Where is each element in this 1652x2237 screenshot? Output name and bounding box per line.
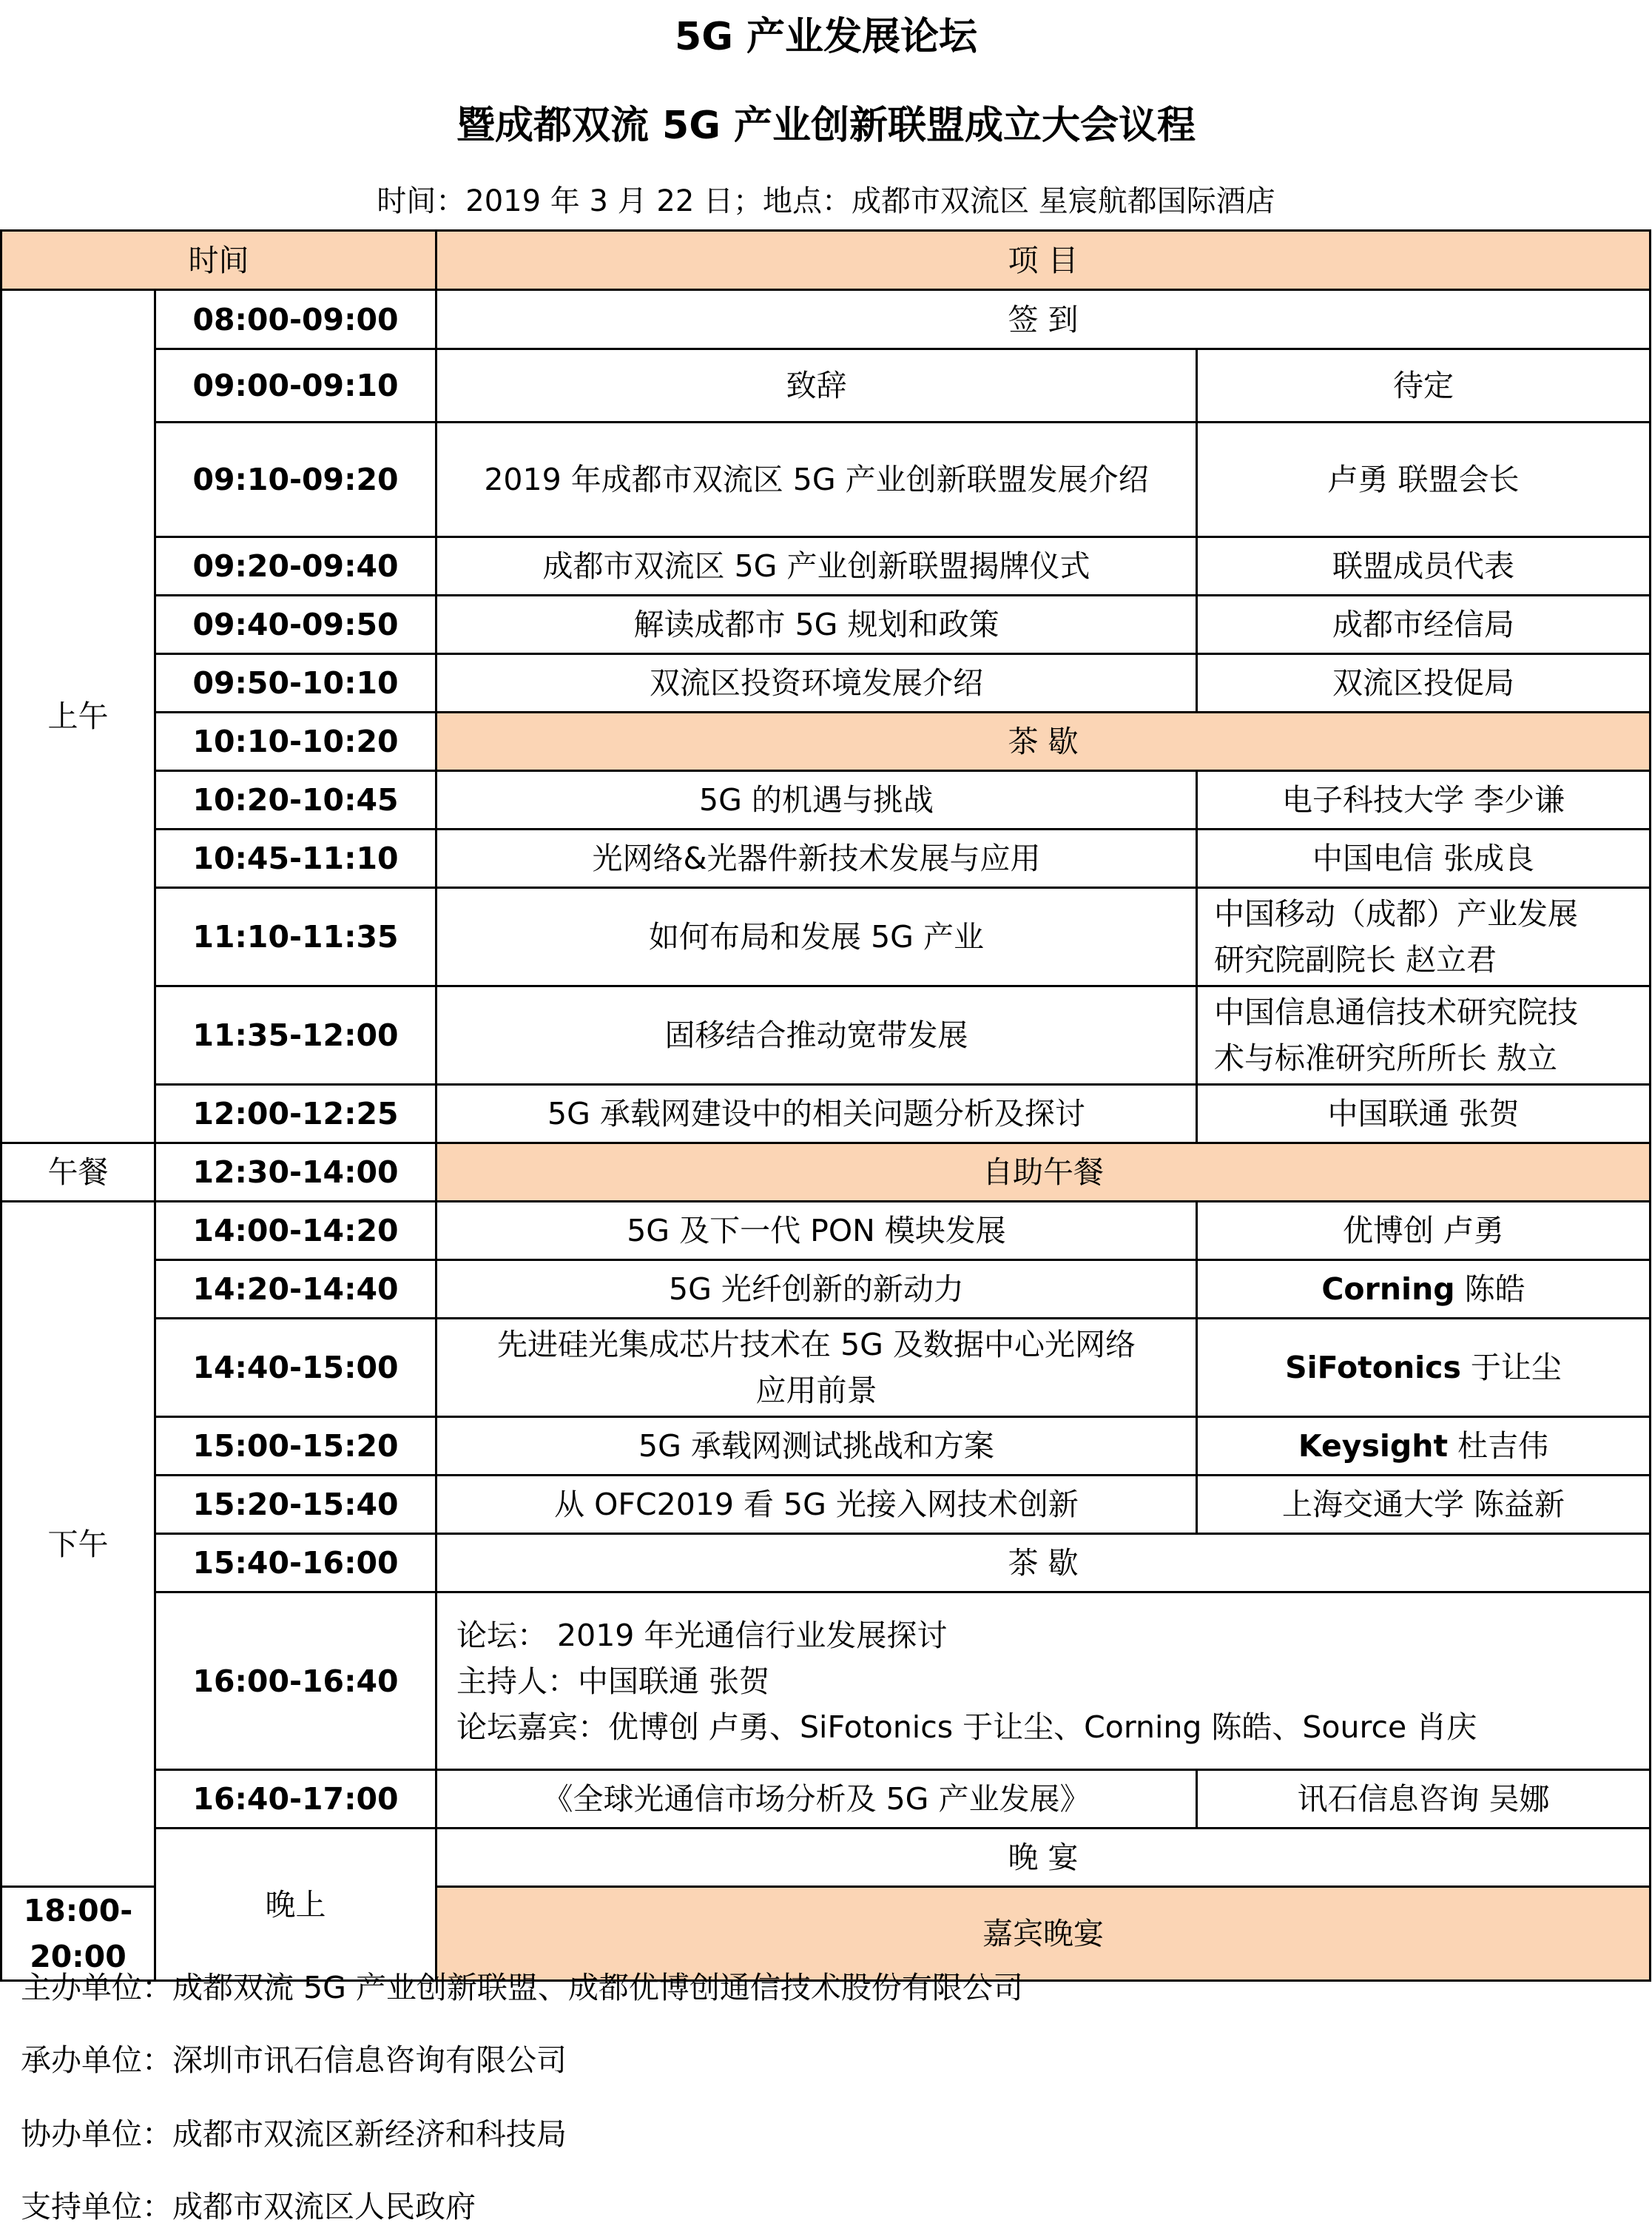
speaker-company: Keysight [1298,1428,1449,1464]
row-speaker: 上海交通大学 陈益新 [1197,1476,1651,1534]
row-time: 09:20-09:40 [155,537,436,596]
row-time: 09:50-10:10 [155,654,436,713]
table-row [1,1534,1651,1592]
row-time: 15:00-15:20 [155,1417,436,1476]
dinner-header: 晚 宴 [436,1829,1651,1887]
speaker-name: 于让尘 [1460,1350,1562,1385]
row-item: 双流区投资环境发展介绍 [436,654,1197,713]
page-subtitle-title: 暨成都双流 5G 产业创新联盟成立大会议程 [456,104,1196,148]
row-item: 5G 光纤创新的新动力 [436,1260,1197,1319]
tea-break: 茶 歇 [436,1534,1651,1592]
row-speaker: 优博创 卢勇 [1197,1202,1651,1260]
row-time: 09:00-09:10 [155,349,436,423]
row-time: 12:30-14:00 [155,1143,436,1202]
session-afternoon: 下午 [1,1202,155,1887]
supporter: 支持单位：成都市双流区人民政府 [21,2189,476,2224]
table-row [1,713,1651,771]
row-time: 11:10-11:35 [155,888,436,986]
table-row [1,1592,1651,1770]
table-row [1,349,1651,423]
speaker-company: SiFotonics [1285,1350,1461,1385]
row-time: 09:10-09:20 [155,423,436,537]
row-item: 签 到 [436,290,1651,349]
table-row [1,986,1651,1085]
row-speaker: 待定 [1197,349,1651,423]
table-row [1,596,1651,654]
row-speaker [1197,1260,1651,1319]
row-item: 致辞 [436,349,1197,423]
table-row [1,290,1651,349]
row-time: 12:00-12:25 [155,1085,436,1143]
row-speaker: 双流区投促局 [1197,654,1651,713]
row-speaker [1197,986,1651,1085]
page-title: 5G 产业发展论坛 [675,15,977,59]
item-line: 应用前景 [755,1373,877,1408]
row-item: 《全球光通信市场分析及 5G 产业发展》 [436,1770,1197,1829]
forum-host: 主持人：中国联通 张贺 [456,1663,770,1699]
table-row [1,1202,1651,1260]
table-row [1,1417,1651,1476]
row-time: 15:40-16:00 [155,1534,436,1592]
table-row [1,1319,1651,1417]
row-item: 解读成都市 5G 规划和政策 [436,596,1197,654]
row-item: 光网络&光器件新技术发展与应用 [436,830,1197,888]
row-time: 10:10-10:20 [155,713,436,771]
session-morning: 上午 [1,290,155,1143]
row-speaker: 中国联通 张贺 [1197,1085,1651,1143]
row-item: 5G 承载网建设中的相关问题分析及探讨 [436,1085,1197,1143]
row-time: 14:20-14:40 [155,1260,436,1319]
forum-topic: 论坛： 2019 年光通信行业发展探讨 [456,1617,948,1653]
row-time: 10:20-10:45 [155,771,436,830]
table-row [1,1476,1651,1534]
row-time: 14:00-14:20 [155,1202,436,1260]
table-row [1,771,1651,830]
forum-guests: 论坛嘉宾：优博创 卢勇、SiFotonics 于让尘、Corning 陈皓、Source 肖庆 [456,1709,1477,1745]
table-row [1,1829,1651,1887]
item-line: 先进硅光集成芯片技术在 5G 及数据中心光网络 [497,1327,1136,1362]
speaker-line: 中国信息通信技术研究院技 [1214,995,1578,1030]
row-speaker: 卢勇 联盟会长 [1197,423,1651,537]
row-time: 16:40-17:00 [155,1770,436,1829]
speaker-line: 研究院副院长 赵立君 [1214,942,1497,978]
row-speaker: 中国电信 张成良 [1197,830,1651,888]
row-time: 18:00-20:00 [1,1887,155,1981]
row-item: 成都市双流区 5G 产业创新联盟揭牌仪式 [436,537,1197,596]
host-organization: 主办单位：成都双流 5G 产业创新联盟、成都优博创通信技术股份有限公司 [21,1970,1023,2005]
row-item: 从 OFC2019 看 5G 光接入网技术创新 [436,1476,1197,1534]
row-speaker: 成都市经信局 [1197,596,1651,654]
row-speaker: 讯石信息咨询 吴娜 [1197,1770,1651,1829]
row-time: 09:40-09:50 [155,596,436,654]
row-speaker: 联盟成员代表 [1197,537,1651,596]
row-speaker [1197,888,1651,986]
row-item: 2019 年成都市双流区 5G 产业创新联盟发展介绍 [436,423,1197,537]
row-time: 15:20-15:40 [155,1476,436,1534]
row-item: 固移结合推动宽带发展 [436,986,1197,1085]
table-row [1,1770,1651,1829]
row-item: 5G 承载网测试挑战和方案 [436,1417,1197,1476]
session-lunch: 午餐 [1,1143,155,1202]
tea-break: 茶 歇 [436,713,1651,771]
event-time-location: 时间：2019 年 3 月 22 日；地点：成都市双流区 星宸航都国际酒店 [377,184,1275,218]
table-row [1,1085,1651,1143]
row-item: 如何布局和发展 5G 产业 [436,888,1197,986]
table-row [1,888,1651,986]
organizer: 承办单位：深圳市讯石信息咨询有限公司 [21,2042,567,2078]
speaker-line: 中国移动（成都）产业发展 [1214,896,1578,932]
row-item: 5G 的机遇与挑战 [436,771,1197,830]
speaker-name: 陈皓 [1454,1271,1525,1307]
co-organizer: 协办单位：成都市双流区新经济和科技局 [21,2116,567,2152]
row-speaker [1197,1319,1651,1417]
row-time: 10:45-11:10 [155,830,436,888]
table-row [1,537,1651,596]
row-speaker [1197,1417,1651,1476]
row-speaker: 电子科技大学 李少谦 [1197,771,1651,830]
table-row [1,654,1651,713]
row-time: 11:35-12:00 [155,986,436,1085]
table-row [1,423,1651,537]
row-time: 16:00-16:40 [155,1592,436,1770]
table-row [1,830,1651,888]
forum-item [436,1592,1651,1770]
speaker-name: 杜吉伟 [1448,1428,1549,1464]
row-time: 08:00-09:00 [155,290,436,349]
header-time: 时间 [1,231,436,290]
agenda-table [0,229,1651,1982]
dinner-item: 嘉宾晚宴 [436,1887,1651,1981]
row-item [436,1319,1197,1417]
header-item: 项 目 [436,231,1651,290]
lunch-item: 自助午餐 [436,1143,1651,1202]
table-header-row [1,231,1651,290]
table-row [1,1143,1651,1202]
table-row [1,1260,1651,1319]
row-time: 14:40-15:00 [155,1319,436,1417]
row-item: 5G 及下一代 PON 模块发展 [436,1202,1197,1260]
session-evening: 晚上 [155,1829,436,1981]
speaker-company: Corning [1321,1271,1455,1307]
speaker-line: 术与标准研究所所长 敖立 [1214,1040,1558,1076]
